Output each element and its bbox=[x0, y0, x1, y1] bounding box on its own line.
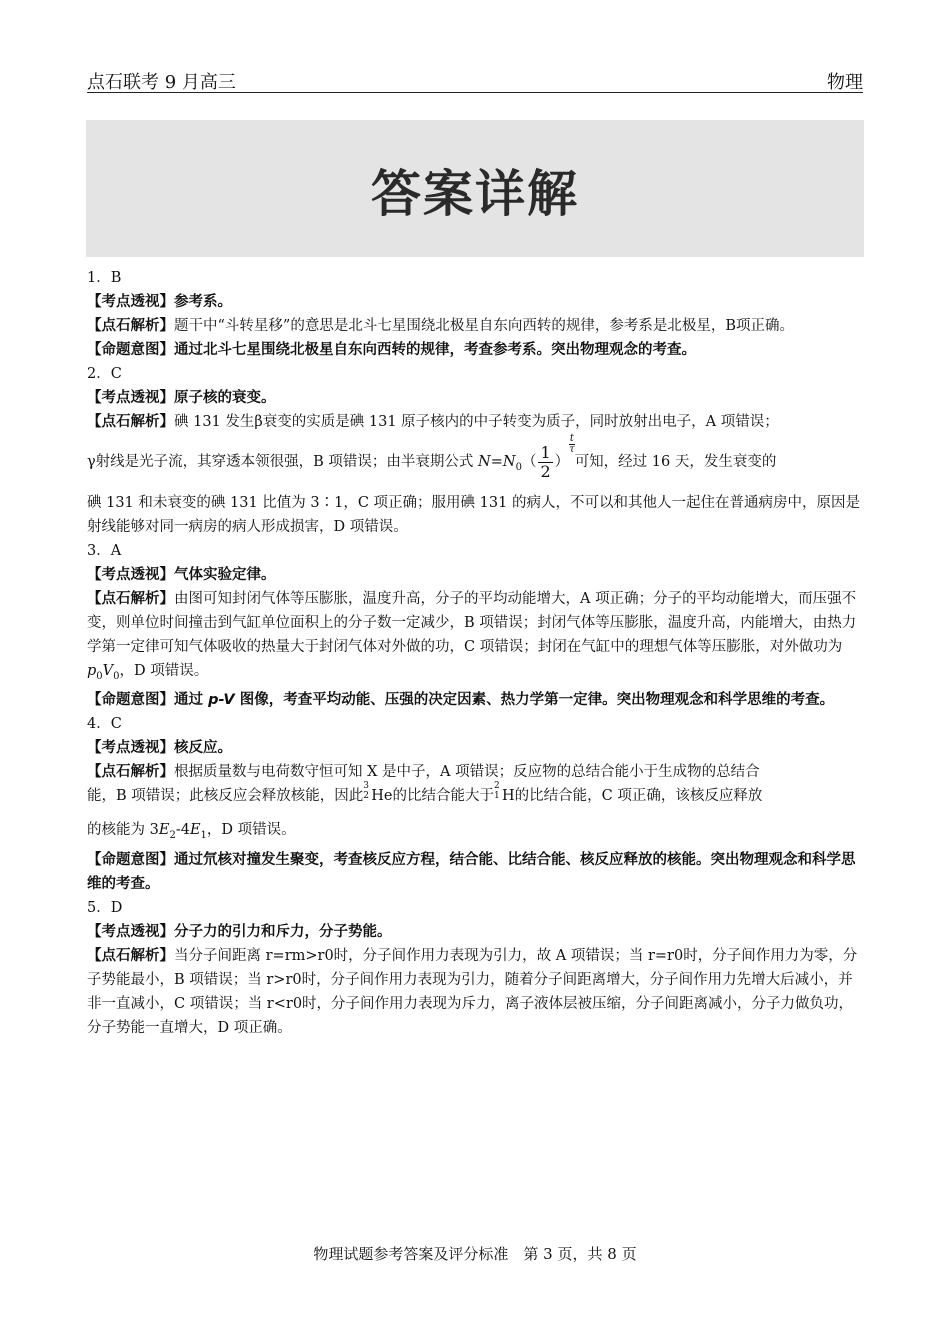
page-title: 答案详解 bbox=[371, 164, 579, 223]
q4-yitu: 【命题意图】通过氘核对撞发生聚变，考查核反应方程，结合能、比结合能、核反应释放的核能。突出物理观念和科学思维的考查。 bbox=[87, 852, 856, 893]
q2-jiexi-line1: 【点石解析】碘 131 发生β衰变的实质是碘 131 原子核内的中子转变为质子，同时放射出电子，A 项错误； bbox=[87, 414, 779, 430]
page-header bbox=[87, 66, 863, 93]
q2-jiexi-line3: 碘 131 和未衰变的碘 131 比值为 3∶1，C 项正确；服用碘 131 的病人，不可以和其他人一起住在普通病房中，原因是射线能够对同一病房的病人形成损害，D 项错误。 bbox=[87, 494, 860, 535]
q3-number: 3．A bbox=[87, 542, 122, 559]
q3-kaodian: 【考点透视】气体实验定律。 bbox=[87, 566, 276, 583]
deuterium-nuclide: 2 1 H bbox=[494, 781, 515, 805]
q1-number: 1．B bbox=[87, 270, 122, 286]
q4-number: 4．C bbox=[87, 716, 122, 733]
q5-kaodian: 【考点透视】分子力的引力和斥力，分子势能。 bbox=[87, 924, 392, 941]
q2-jiexi-formula-line: γ射线是光子流，其穿透本领很强，B 项错误；由半衰期公式 $N=N_0$（ $\frac{1}{2}$ ） $^{\frac{t}{\tau}}$ 可知，经过 16 天，发生衰变的 bbox=[87, 433, 777, 481]
half-fraction: $\frac{1}{2}$ bbox=[540, 442, 551, 481]
q2-number: 2．C bbox=[87, 366, 122, 382]
q4-jiexi-line1: 【点石解析】根据质量数与电荷数守恒可知 X 是中子，A 项错误；反应物的总结合能小于生成物的总结合 bbox=[87, 764, 760, 781]
q5-jiexi: 【点石解析】当分子间距离 r=rm>r0时，分子间作用力表现为引力，故 A 项错误；当 r=r0时，分子间作用力为零，分子势能最小，B 项错误；当 r>r0时，分子间作用力表现为引力，随着分子间距离增大，分子间作用力先增大后减小，并非一直减小，C 项错误；当 r<r0时，分子间作用力表现为斥力，离子液体层被压缩，分子间距离减小，分子力做负功，分子势能一直增大，D 项正确。 bbox=[87, 948, 858, 1037]
answer-content bbox=[87, 266, 863, 1040]
q3-yitu: 【命题意图】通过 p-V 图像，考查平均动能、压强的决定因素、热力学第一定律。突出物理观念和科学思维的考查。 bbox=[87, 692, 835, 709]
q5-number: 5．D bbox=[87, 900, 123, 917]
q1-jiexi: 【点石解析】题干中“斗转星移”的意思是北斗七星围绕北极星自东向西转的规律，参考系是北极星，B项正确。 bbox=[87, 318, 794, 334]
helium-3-nuclide: 3 2 He bbox=[363, 781, 393, 805]
title-banner bbox=[86, 120, 864, 257]
page-footer: 物理试题参考答案及评分标准 第 3 页，共 8 页 bbox=[313, 1245, 637, 1263]
q2-kaodian: 【考点透视】原子核的衰变。 bbox=[87, 390, 276, 406]
q4-jiexi-line3: 的核能为 $3E_2-4E_1$，D 项错误。 bbox=[87, 822, 296, 842]
q4-kaodian: 【考点透视】核反应。 bbox=[87, 740, 232, 757]
q3-jiexi: 【点石解析】由图可知封闭气体等压膨胀，温度升高，分子的平均动能增大，A 项正确；分子的平均动能增大，而压强不变，则单位时间撞击到气缸单位面积上的分子数一定减少，B 项错误；封闭气体等压膨胀，温度升高，内能增大，由热力学第一定律可知气体吸收的热量大于封闭气体对外做的功，C 项错误；封闭在气缸中的理想气体等压膨胀，对外做功为 $p_0V_0$，D 项错误。 bbox=[87, 590, 857, 682]
q1-kaodian: 【考点透视】参考系。 bbox=[87, 294, 232, 310]
header-exam-name: 点石联考 9 月高三 bbox=[87, 72, 236, 93]
q4-jiexi-line2: 能，B 项错误；此核反应会释放核能，因此 3 2 He的比结合能大于 2 1 H的比结合能，C 项正确，该核反应释放 bbox=[87, 784, 863, 808]
header-subject: 物理 bbox=[827, 72, 863, 93]
q1-yitu: 【命题意图】通过北斗七星围绕北极星自东向西转的规律，考查参考系。突出物理观念的考查。 bbox=[87, 342, 696, 358]
